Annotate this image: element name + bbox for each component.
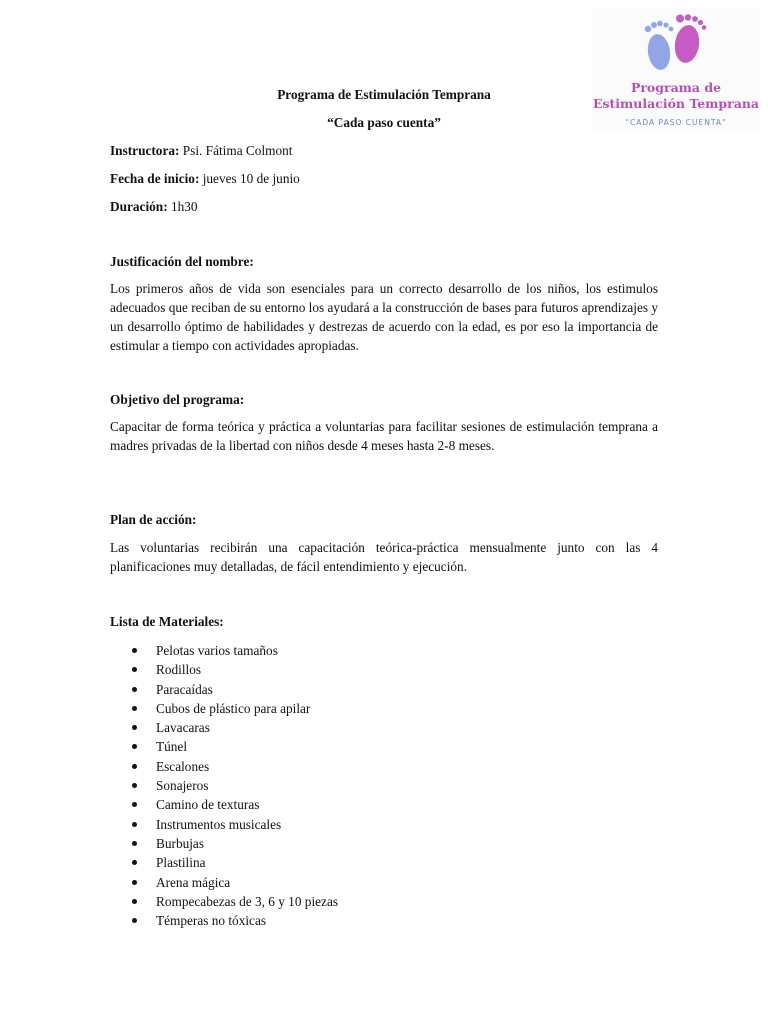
list-item: Rompecabezas de 3, 6 y 10 piezas [110,892,550,911]
list-item: Rodillos [110,660,550,679]
materials-list [110,641,550,930]
duration-value: 1h30 [167,199,198,214]
instructor-label: Instructora: [110,143,180,158]
justification-paragraph: Los primeros años de vida son esenciales para un correcto desarrollo de los niños, los estimulos adecuados que reciban de su entorno los ayudará a la construcción de bases para futuros aprendizajes y un desarrollo óptimo de habilidades y destrezas de acuerdo con la edad, es por eso la importancia de estimular a tiempo con actividades apropiadas. [110,281,658,353]
list-item: Camino de texturas [110,795,550,814]
logo-title-line2: Estimulación Temprana [592,96,760,111]
duration-field [110,198,198,216]
start-date-field [110,170,300,188]
start-date-value: jueves 10 de junio [199,171,300,186]
document-subtitle: “Cada paso cuenta” [327,115,441,130]
logo-tagline: "CADA PASO CUENTA" [625,118,727,127]
instructor-value: Psi. Fátima Colmont [179,143,293,158]
list-item: Burbujas [110,834,550,853]
instructor-field [110,142,292,160]
document-title: Programa de Estimulación Temprana [277,87,491,102]
list-item: Cubos de plástico para apilar [110,699,550,718]
objective-paragraph: Capacitar de forma teórica y práctica a voluntarias para facilitar sesiones de estimulación temprana a madres privadas de la libertad con niños desde 4 meses hasta 2-8 meses. [110,419,658,453]
list-item: Plastilina [110,853,550,872]
plan-paragraph: Las voluntarias recibirán una capacitación teórica-práctica mensualmente junto con las 4 planificaciones muy detalladas, de fácil entendimiento y ejecución. [110,540,658,574]
duration-label: Duración: [110,199,168,214]
logo-title-line1: Programa de [630,80,722,95]
list-item: Paracaídas [110,680,550,699]
list-item: Lavacaras [110,718,550,737]
list-item: Instrumentos musicales [110,815,550,834]
list-item: Escalones [110,757,550,776]
list-item: Arena mágica [110,873,550,892]
baby-footprints-icon [642,14,710,78]
list-item: Pelotas varios tamaños [110,641,550,660]
plan-heading: Plan de acción: [110,512,197,527]
list-item: Témperas no tóxicas [110,911,550,930]
objective-heading: Objetivo del programa: [110,392,245,407]
materials-heading: Lista de Materiales: [110,614,224,629]
start-date-label: Fecha de inicio: [110,171,200,186]
list-item: Sonajeros [110,776,550,795]
justification-heading: Justificación del nombre: [110,254,254,269]
list-item: Túnel [110,737,550,756]
